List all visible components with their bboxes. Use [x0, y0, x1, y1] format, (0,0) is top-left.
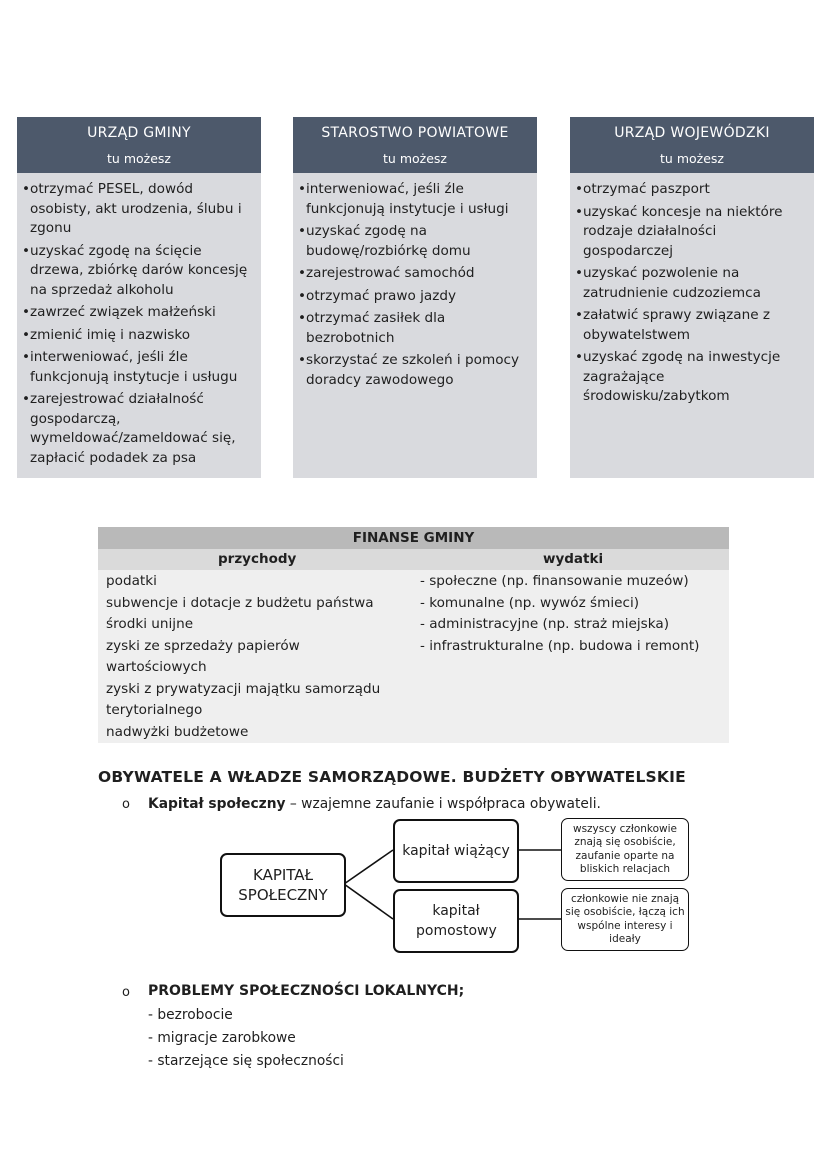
- list-item: • uzyskać zgodę na budowę/rozbiórkę domu: [300, 222, 529, 261]
- bridging-capital-label: kapitał pomostowy: [416, 903, 497, 939]
- income-item: nadwyżki budżetowe: [106, 723, 249, 740]
- bullet-marker: o: [122, 985, 130, 1000]
- diagram-root-label: KAPITAŁ SPOŁECZNY: [238, 866, 328, 904]
- income-item: podatki: [106, 573, 157, 589]
- card-subtitle: tu możesz: [383, 151, 447, 166]
- list-item: • uzyskać zgodę na ścięcie drzewa, zbiórkę darów koncesję na sprzedaż alkoholu: [24, 242, 253, 301]
- bonding-capital-box: [393, 819, 519, 883]
- expense-item: - społeczne (np. finansowanie muzeów): [420, 573, 689, 589]
- income-item: środki unijne: [106, 616, 194, 632]
- list-item: • zawrzeć związek małżeński: [24, 303, 253, 323]
- bridging-capital-box: [393, 889, 519, 953]
- list-item: • otrzymać paszport: [577, 180, 806, 200]
- connector-line: [344, 884, 393, 919]
- list-item: • zarejestrować działalność gospodarczą, wymeldować/zameldować się, zapłacić podadek za psa: [24, 390, 253, 468]
- list-item: - bezrobocie: [148, 1007, 233, 1023]
- diagram-root-box: [220, 853, 346, 917]
- bridging-description: członkowie nie znają się osobiście, łączą ich wspólne interesy i ideały: [565, 892, 685, 945]
- list-item: • uzyskać zgodę na inwestycje zagrażające środowisku/zabytkom: [577, 348, 806, 407]
- card-title: STAROSTWO POWIATOWE: [321, 125, 509, 141]
- bonding-description: wszyscy członkowie znają się osobiście, zaufanie oparte na bliskich relacjach: [572, 822, 678, 875]
- list-item: • załatwić sprawy związane z obywatelstwem: [577, 306, 806, 345]
- list-item: • uzyskać koncesje na niektóre rodzaje działalności gospodarczej: [577, 203, 806, 262]
- bridging-description-box: [561, 888, 689, 951]
- list-item: - starzejące się społeczności: [148, 1053, 344, 1069]
- income-header: przychody: [218, 551, 297, 567]
- list-item: • otrzymać PESEL, dowód osobisty, akt urodzenia, ślubu i zgonu: [24, 180, 253, 239]
- list-item: • skorzystać ze szkoleń i pomocy doradcy zawodowego: [300, 351, 529, 390]
- card-title: URZĄD GMINY: [87, 125, 191, 141]
- income-item: zyski z prywatyzacji majątku samorządu terytorialnego: [106, 680, 381, 718]
- list-item: - migracje zarobkowe: [148, 1030, 296, 1046]
- expense-item: - komunalne (np. wywóz śmieci): [420, 594, 640, 611]
- bullet-marker: o: [122, 797, 130, 812]
- capital-definition: – wzajemne zaufanie i współpraca obywateli.: [285, 796, 601, 812]
- problems-title: PROBLEMY SPOŁECZNOŚCI LOKALNYCH;: [148, 983, 465, 999]
- problems-list: [148, 1004, 344, 1073]
- finance-title: FINANSE GMINY: [98, 527, 729, 549]
- connector-line: [344, 850, 393, 884]
- list-item: • interweniować, jeśli źle funkcjonują instytucje i usługu: [24, 348, 253, 387]
- section-title: OBYWATELE A WŁADZE SAMORZĄDOWE. BUDŻETY OBYWATELSKIE: [98, 768, 686, 786]
- list-item: • uzyskać pozwolenie na zatrudnienie cudzoziemca: [577, 264, 806, 303]
- expense-item: - infrastrukturalne (np. budowa i remont): [420, 637, 700, 654]
- list-item: • interweniować, jeśli źle funkcjonują instytucje i usługi: [300, 180, 529, 219]
- expense-header: wydatki: [543, 551, 604, 567]
- card-subtitle: tu możesz: [107, 151, 171, 166]
- income-item: subwencje i dotacje z budżetu państwa: [106, 594, 374, 611]
- expense-item: - administracyjne (np. straż miejska): [420, 616, 670, 632]
- list-item: • otrzymać prawo jazdy: [300, 287, 529, 307]
- capital-term: Kapitał społeczny: [148, 796, 286, 812]
- bonding-capital-label: kapitał wiążący: [402, 843, 510, 859]
- list-item: • zmienić imię i nazwisko: [24, 326, 253, 346]
- list-item: • otrzymać zasiłek dla bezrobotnich: [300, 309, 529, 348]
- income-item: zyski ze sprzedaży papierów wartościowych: [106, 637, 300, 675]
- card-subtitle: tu możesz: [660, 151, 724, 166]
- card-title: URZĄD WOJEWÓDZKI: [614, 125, 770, 141]
- list-item: • zarejestrować samochód: [300, 264, 529, 284]
- bonding-description-box: [561, 818, 689, 881]
